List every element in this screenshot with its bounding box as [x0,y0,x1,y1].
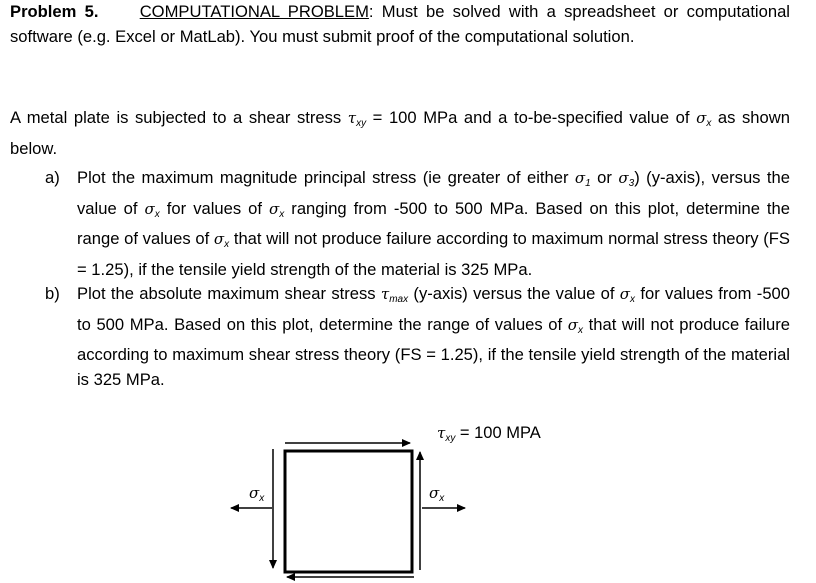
sigma-right-sub: x [439,493,445,504]
part-a-sigma1-sub: 1 [585,178,591,189]
part-b-tau-sub: max [389,294,409,305]
part-a-marker: a) [45,168,60,187]
part-a-seg2: or [590,168,619,187]
part-b-marker: b) [45,284,60,303]
part-a-sigma1: σ [574,169,586,187]
part-b-sigma-x-2-sub: x [578,324,584,336]
part-b-seg1: Plot the absolute maximum shear stress [77,284,381,303]
shear-label-value: = 100 MPA [455,424,541,442]
sigma-label-left [249,484,264,504]
sigma-left-symbol: σ [249,484,260,502]
shear-stress-label [437,424,541,444]
problem-instruction: : Must be solved with a spreadsheet or computational software (e.g. Excel or MatLab). You must submit proof of the computational solution. [10,2,790,46]
part-a-sigma-x-1: σ [144,199,155,218]
part-b-sigma-x-1-sub: x [630,294,636,305]
intro-text-before: A metal plate is subjected to a shear stress [10,108,348,127]
part-a-sigma3-sub: 3 [628,178,635,189]
intro-tau-symbol: τ [347,109,357,127]
problem-intro [10,106,790,161]
intro-sigma-symbol: σ [696,109,707,127]
problem-category: COMPUTATIONAL PROBLEM [139,2,369,21]
part-a-sigma-x-2: σ [269,199,280,218]
part-a-seg4: for values of [159,198,270,218]
metal-plate [285,451,412,572]
intro-tau-sub: xy [356,118,367,129]
part-a-seg1: Plot the maximum magnitude principal stress (ie greater of either [77,168,575,187]
sigma-left-sub: x [259,493,265,504]
part-b-sigma-x-1: σ [619,285,631,303]
problem-label: Problem 5. [10,2,99,21]
part-b-tau: τ [380,285,390,303]
sigma-label-right [429,484,444,504]
part-a-sigma-x-3-sub: x [224,239,230,250]
part-a-seg6: that will not produce failure according to maximum normal stress theory (FS = 1.25), if the tensile yield strength of the material is 325 MPa. [77,229,791,279]
intro-sigma-sub: x [706,118,712,129]
problem-header [10,0,790,49]
intro-text-middle: = 100 MPa and a to-be-specified value of [366,108,697,127]
part-a-sigma-x-3: σ [213,230,225,248]
problem-parts-list [45,166,790,392]
part-b-seg3: for values from -500 to 500 MPa. Based on this plot, determine the range of values of [77,284,790,334]
part-a [45,166,790,282]
shear-label-tau: τ [437,424,446,442]
shear-label-sub: xy [445,433,456,444]
sigma-right-symbol: σ [429,484,440,502]
part-a-seg3: ) (y-axis), versus the value of [77,168,790,218]
part-b-sigma-x-2: σ [567,315,579,334]
part-a-sigma-x-2-sub: x [279,208,285,220]
part-a-sigma-x-1-sub: x [154,208,160,220]
part-b [45,282,790,392]
part-a-seg5: ranging from -500 to 500 MPa. Based on this plot, determine the range of values of [77,198,790,248]
part-b-seg2: (y-axis) versus the value of [408,284,620,303]
intro-text-after: as shown below. [10,108,790,158]
part-a-sigma3: σ [618,169,629,187]
part-b-seg4: that will not produce failure according to maximum shear stress theory (FS = 1.25), if the tensile yield strength of the material is 325 MPa. [77,314,790,389]
